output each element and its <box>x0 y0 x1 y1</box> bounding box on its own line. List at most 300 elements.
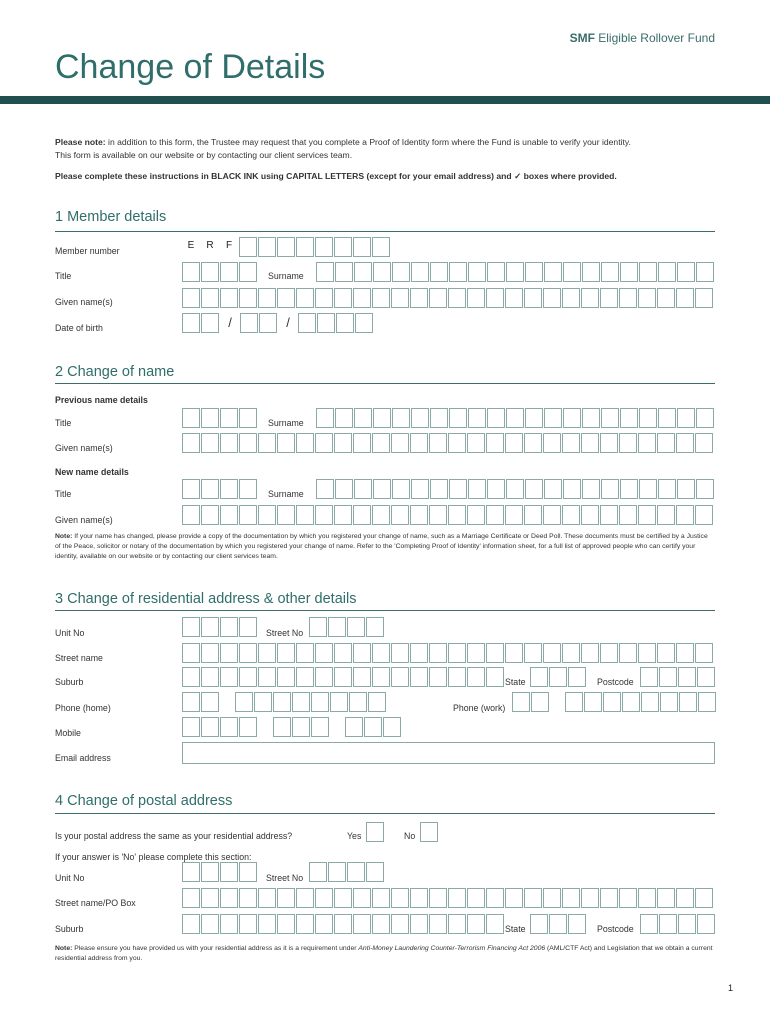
char-box[interactable] <box>201 433 219 453</box>
char-box[interactable] <box>544 479 562 499</box>
char-box[interactable] <box>676 888 694 908</box>
char-box[interactable] <box>182 408 200 428</box>
char-box[interactable] <box>544 408 562 428</box>
char-box[interactable] <box>638 433 656 453</box>
char-box[interactable] <box>677 262 695 282</box>
char-box[interactable] <box>468 479 486 499</box>
char-box[interactable] <box>182 433 200 453</box>
char-box[interactable] <box>448 888 466 908</box>
char-box[interactable] <box>429 667 447 687</box>
char-box[interactable] <box>201 667 219 687</box>
char-box[interactable] <box>638 505 656 525</box>
char-box[interactable] <box>524 505 542 525</box>
char-box[interactable] <box>506 262 524 282</box>
char-box[interactable] <box>259 313 277 333</box>
char-box[interactable] <box>468 408 486 428</box>
char-box[interactable] <box>677 479 695 499</box>
char-box[interactable] <box>620 479 638 499</box>
postal-postcode-field[interactable] <box>640 914 716 934</box>
char-box[interactable] <box>568 667 586 687</box>
postal-street-no-field[interactable] <box>309 862 385 882</box>
char-box[interactable] <box>315 914 333 934</box>
street-no-field[interactable] <box>309 617 385 637</box>
char-box[interactable] <box>364 717 382 737</box>
char-box[interactable] <box>410 288 428 308</box>
char-box[interactable] <box>315 288 333 308</box>
char-box[interactable] <box>353 433 371 453</box>
char-box[interactable] <box>315 643 333 663</box>
char-box[interactable] <box>335 262 353 282</box>
char-box[interactable] <box>543 888 561 908</box>
char-box[interactable] <box>391 433 409 453</box>
char-box[interactable] <box>581 505 599 525</box>
state-field[interactable] <box>530 667 587 687</box>
char-box[interactable] <box>220 862 238 882</box>
char-box[interactable] <box>524 643 542 663</box>
char-box[interactable] <box>201 479 219 499</box>
char-box[interactable] <box>383 717 401 737</box>
char-box[interactable] <box>657 643 675 663</box>
char-box[interactable] <box>254 692 272 712</box>
char-box[interactable] <box>562 505 580 525</box>
char-box[interactable] <box>530 914 548 934</box>
char-box[interactable] <box>449 408 467 428</box>
char-box[interactable] <box>584 692 602 712</box>
char-box[interactable] <box>372 237 390 257</box>
char-box[interactable] <box>201 643 219 663</box>
char-box[interactable] <box>429 433 447 453</box>
char-box[interactable] <box>315 667 333 687</box>
char-box[interactable] <box>411 479 429 499</box>
char-box[interactable] <box>201 862 219 882</box>
char-box[interactable] <box>486 288 504 308</box>
char-box[interactable] <box>603 692 621 712</box>
char-box[interactable] <box>277 237 295 257</box>
title-field[interactable] <box>182 262 258 282</box>
char-box[interactable] <box>372 643 390 663</box>
char-box[interactable] <box>568 914 586 934</box>
char-box[interactable] <box>334 288 352 308</box>
email-input[interactable] <box>182 742 715 764</box>
char-box[interactable] <box>345 717 363 737</box>
char-box[interactable] <box>563 262 581 282</box>
char-box[interactable] <box>659 667 677 687</box>
new-surname-field[interactable] <box>316 479 715 499</box>
char-box[interactable] <box>239 237 257 257</box>
char-box[interactable] <box>696 479 714 499</box>
char-box[interactable] <box>220 288 238 308</box>
char-box[interactable] <box>258 288 276 308</box>
checkbox-box[interactable] <box>420 822 438 842</box>
char-box[interactable] <box>410 505 428 525</box>
char-box[interactable] <box>273 692 291 712</box>
char-box[interactable] <box>505 433 523 453</box>
char-box[interactable] <box>581 433 599 453</box>
char-box[interactable] <box>505 643 523 663</box>
char-box[interactable] <box>328 862 346 882</box>
char-box[interactable] <box>410 433 428 453</box>
char-box[interactable] <box>467 505 485 525</box>
char-box[interactable] <box>505 505 523 525</box>
char-box[interactable] <box>581 643 599 663</box>
char-box[interactable] <box>486 505 504 525</box>
char-box[interactable] <box>640 667 658 687</box>
char-box[interactable] <box>239 505 257 525</box>
char-box[interactable] <box>524 288 542 308</box>
char-box[interactable] <box>239 643 257 663</box>
char-box[interactable] <box>524 888 542 908</box>
char-box[interactable] <box>467 433 485 453</box>
char-box[interactable] <box>410 888 428 908</box>
char-box[interactable] <box>334 433 352 453</box>
char-box[interactable] <box>235 692 253 712</box>
char-box[interactable] <box>562 433 580 453</box>
char-box[interactable] <box>565 692 583 712</box>
char-box[interactable] <box>298 313 316 333</box>
char-box[interactable] <box>240 313 258 333</box>
char-box[interactable] <box>239 862 257 882</box>
char-box[interactable] <box>531 692 549 712</box>
char-box[interactable] <box>315 505 333 525</box>
phone-home-field[interactable] <box>182 692 387 712</box>
char-box[interactable] <box>391 505 409 525</box>
char-box[interactable] <box>601 408 619 428</box>
char-box[interactable] <box>448 288 466 308</box>
char-box[interactable] <box>524 433 542 453</box>
char-box[interactable] <box>258 433 276 453</box>
postal-state-field[interactable] <box>530 914 587 934</box>
char-box[interactable] <box>277 888 295 908</box>
char-box[interactable] <box>600 643 618 663</box>
char-box[interactable] <box>391 888 409 908</box>
char-box[interactable] <box>366 617 384 637</box>
char-box[interactable] <box>201 408 219 428</box>
char-box[interactable] <box>182 617 200 637</box>
char-box[interactable] <box>657 433 675 453</box>
char-box[interactable] <box>292 692 310 712</box>
char-box[interactable] <box>658 262 676 282</box>
char-box[interactable] <box>239 717 257 737</box>
char-box[interactable] <box>657 888 675 908</box>
char-box[interactable] <box>258 667 276 687</box>
char-box[interactable] <box>335 479 353 499</box>
char-box[interactable] <box>354 262 372 282</box>
char-box[interactable] <box>641 692 659 712</box>
char-box[interactable] <box>657 288 675 308</box>
char-box[interactable] <box>679 692 697 712</box>
char-box[interactable] <box>525 262 543 282</box>
char-box[interactable] <box>316 479 334 499</box>
char-box[interactable] <box>317 313 335 333</box>
char-box[interactable] <box>392 408 410 428</box>
char-box[interactable] <box>239 433 257 453</box>
char-box[interactable] <box>543 505 561 525</box>
char-box[interactable] <box>335 408 353 428</box>
char-box[interactable] <box>695 643 713 663</box>
new-given-names-field[interactable] <box>182 505 714 525</box>
postal-unit-no-field[interactable] <box>182 862 258 882</box>
char-box[interactable] <box>697 667 715 687</box>
char-box[interactable] <box>581 288 599 308</box>
char-box[interactable] <box>696 262 714 282</box>
char-box[interactable] <box>543 643 561 663</box>
char-box[interactable] <box>430 479 448 499</box>
given-names-field[interactable] <box>182 288 714 308</box>
char-box[interactable] <box>182 479 200 499</box>
char-box[interactable] <box>695 888 713 908</box>
char-box[interactable] <box>347 862 365 882</box>
member-number-field[interactable] <box>182 237 391 257</box>
char-box[interactable] <box>309 617 327 637</box>
char-box[interactable] <box>525 479 543 499</box>
char-box[interactable] <box>201 692 219 712</box>
char-box[interactable] <box>316 262 334 282</box>
char-box[interactable] <box>315 888 333 908</box>
char-box[interactable] <box>347 617 365 637</box>
char-box[interactable] <box>449 479 467 499</box>
char-box[interactable] <box>355 313 373 333</box>
char-box[interactable] <box>220 262 238 282</box>
char-box[interactable] <box>619 505 637 525</box>
char-box[interactable] <box>201 288 219 308</box>
char-box[interactable] <box>277 288 295 308</box>
postal-street-name-field[interactable] <box>182 888 714 908</box>
char-box[interactable] <box>549 667 567 687</box>
char-box[interactable] <box>448 643 466 663</box>
char-box[interactable] <box>334 237 352 257</box>
char-box[interactable] <box>296 643 314 663</box>
char-box[interactable] <box>239 288 257 308</box>
char-box[interactable] <box>201 914 219 934</box>
char-box[interactable] <box>659 914 677 934</box>
char-box[interactable] <box>638 643 656 663</box>
char-box[interactable] <box>311 692 329 712</box>
char-box[interactable] <box>330 692 348 712</box>
char-box[interactable] <box>486 914 504 934</box>
char-box[interactable] <box>562 288 580 308</box>
char-box[interactable] <box>220 408 238 428</box>
char-box[interactable] <box>525 408 543 428</box>
char-box[interactable] <box>182 288 200 308</box>
char-box[interactable] <box>372 433 390 453</box>
char-box[interactable] <box>486 643 504 663</box>
char-box[interactable] <box>696 408 714 428</box>
char-box[interactable] <box>182 262 200 282</box>
char-box[interactable] <box>410 667 428 687</box>
surname-field[interactable] <box>316 262 715 282</box>
char-box[interactable] <box>697 914 715 934</box>
char-box[interactable] <box>505 288 523 308</box>
char-box[interactable] <box>334 914 352 934</box>
char-box[interactable] <box>600 505 618 525</box>
char-box[interactable] <box>201 717 219 737</box>
char-box[interactable] <box>277 505 295 525</box>
char-box[interactable] <box>392 262 410 282</box>
char-box[interactable] <box>487 408 505 428</box>
char-box[interactable] <box>429 888 447 908</box>
char-box[interactable] <box>429 914 447 934</box>
char-box[interactable] <box>296 505 314 525</box>
char-box[interactable] <box>544 262 562 282</box>
char-box[interactable] <box>601 262 619 282</box>
char-box[interactable] <box>220 433 238 453</box>
char-box[interactable] <box>676 643 694 663</box>
char-box[interactable] <box>296 433 314 453</box>
char-box[interactable] <box>296 288 314 308</box>
char-box[interactable] <box>563 408 581 428</box>
char-box[interactable] <box>336 313 354 333</box>
char-box[interactable] <box>562 643 580 663</box>
char-box[interactable] <box>411 262 429 282</box>
char-box[interactable] <box>620 262 638 282</box>
char-box[interactable] <box>619 643 637 663</box>
char-box[interactable] <box>676 288 694 308</box>
char-box[interactable] <box>512 692 530 712</box>
suburb-field[interactable] <box>182 667 505 687</box>
char-box[interactable] <box>239 262 257 282</box>
char-box[interactable] <box>600 433 618 453</box>
char-box[interactable] <box>639 408 657 428</box>
char-box[interactable] <box>530 667 548 687</box>
char-box[interactable] <box>467 914 485 934</box>
char-box[interactable] <box>220 888 238 908</box>
char-box[interactable] <box>220 717 238 737</box>
char-box[interactable] <box>182 313 200 333</box>
char-box[interactable] <box>600 288 618 308</box>
char-box[interactable] <box>334 888 352 908</box>
char-box[interactable] <box>622 692 640 712</box>
char-box[interactable] <box>373 262 391 282</box>
char-box[interactable] <box>676 505 694 525</box>
char-box[interactable] <box>660 692 678 712</box>
char-box[interactable] <box>677 408 695 428</box>
char-box[interactable] <box>486 667 504 687</box>
char-box[interactable] <box>411 408 429 428</box>
char-box[interactable] <box>273 717 291 737</box>
char-box[interactable] <box>373 408 391 428</box>
char-box[interactable] <box>391 288 409 308</box>
char-box[interactable] <box>678 914 696 934</box>
char-box[interactable] <box>354 408 372 428</box>
char-box[interactable] <box>368 692 386 712</box>
char-box[interactable] <box>600 888 618 908</box>
char-box[interactable] <box>311 717 329 737</box>
char-box[interactable] <box>638 888 656 908</box>
char-box[interactable] <box>448 914 466 934</box>
char-box[interactable] <box>220 643 238 663</box>
char-box[interactable] <box>366 862 384 882</box>
char-box[interactable] <box>392 479 410 499</box>
prev-title-field[interactable] <box>182 408 258 428</box>
char-box[interactable] <box>292 717 310 737</box>
char-box[interactable] <box>429 643 447 663</box>
char-box[interactable] <box>353 914 371 934</box>
char-box[interactable] <box>296 914 314 934</box>
char-box[interactable] <box>258 914 276 934</box>
char-box[interactable] <box>258 643 276 663</box>
unit-no-field[interactable] <box>182 617 258 637</box>
char-box[interactable] <box>391 914 409 934</box>
char-box[interactable] <box>543 433 561 453</box>
char-box[interactable] <box>582 479 600 499</box>
char-box[interactable] <box>372 505 390 525</box>
char-box[interactable] <box>698 692 716 712</box>
street-name-field[interactable] <box>182 643 714 663</box>
mobile-field[interactable] <box>182 717 402 737</box>
char-box[interactable] <box>391 667 409 687</box>
no-checkbox[interactable] <box>420 822 439 842</box>
char-box[interactable] <box>182 667 200 687</box>
char-box[interactable] <box>695 433 713 453</box>
char-box[interactable] <box>430 262 448 282</box>
char-box[interactable] <box>354 479 372 499</box>
char-box[interactable] <box>349 692 367 712</box>
char-box[interactable] <box>562 888 580 908</box>
char-box[interactable] <box>467 888 485 908</box>
char-box[interactable] <box>353 288 371 308</box>
char-box[interactable] <box>201 313 219 333</box>
char-box[interactable] <box>309 862 327 882</box>
char-box[interactable] <box>182 643 200 663</box>
char-box[interactable] <box>695 505 713 525</box>
char-box[interactable] <box>448 433 466 453</box>
char-box[interactable] <box>220 479 238 499</box>
char-box[interactable] <box>182 505 200 525</box>
char-box[interactable] <box>372 888 390 908</box>
char-box[interactable] <box>410 914 428 934</box>
char-box[interactable] <box>467 643 485 663</box>
char-box[interactable] <box>353 505 371 525</box>
char-box[interactable] <box>487 479 505 499</box>
char-box[interactable] <box>277 914 295 934</box>
char-box[interactable] <box>430 408 448 428</box>
char-box[interactable] <box>486 888 504 908</box>
char-box[interactable] <box>220 617 238 637</box>
char-box[interactable] <box>678 667 696 687</box>
char-box[interactable] <box>391 643 409 663</box>
char-box[interactable] <box>620 408 638 428</box>
char-box[interactable] <box>353 667 371 687</box>
char-box[interactable] <box>258 888 276 908</box>
char-box[interactable] <box>182 692 200 712</box>
char-box[interactable] <box>640 914 658 934</box>
char-box[interactable] <box>676 433 694 453</box>
postcode-field[interactable] <box>640 667 716 687</box>
char-box[interactable] <box>201 888 219 908</box>
char-box[interactable] <box>220 914 238 934</box>
char-box[interactable] <box>563 479 581 499</box>
char-box[interactable] <box>581 888 599 908</box>
char-box[interactable] <box>658 408 676 428</box>
dob-field[interactable] <box>182 313 374 333</box>
char-box[interactable] <box>372 288 390 308</box>
char-box[interactable] <box>315 237 333 257</box>
char-box[interactable] <box>239 479 257 499</box>
char-box[interactable] <box>639 262 657 282</box>
prev-given-names-field[interactable] <box>182 433 714 453</box>
char-box[interactable] <box>658 479 676 499</box>
char-box[interactable] <box>201 617 219 637</box>
char-box[interactable] <box>619 888 637 908</box>
char-box[interactable] <box>353 888 371 908</box>
char-box[interactable] <box>182 862 200 882</box>
char-box[interactable] <box>448 505 466 525</box>
char-box[interactable] <box>258 505 276 525</box>
char-box[interactable] <box>239 617 257 637</box>
char-box[interactable] <box>468 262 486 282</box>
char-box[interactable] <box>429 288 447 308</box>
char-box[interactable] <box>373 479 391 499</box>
